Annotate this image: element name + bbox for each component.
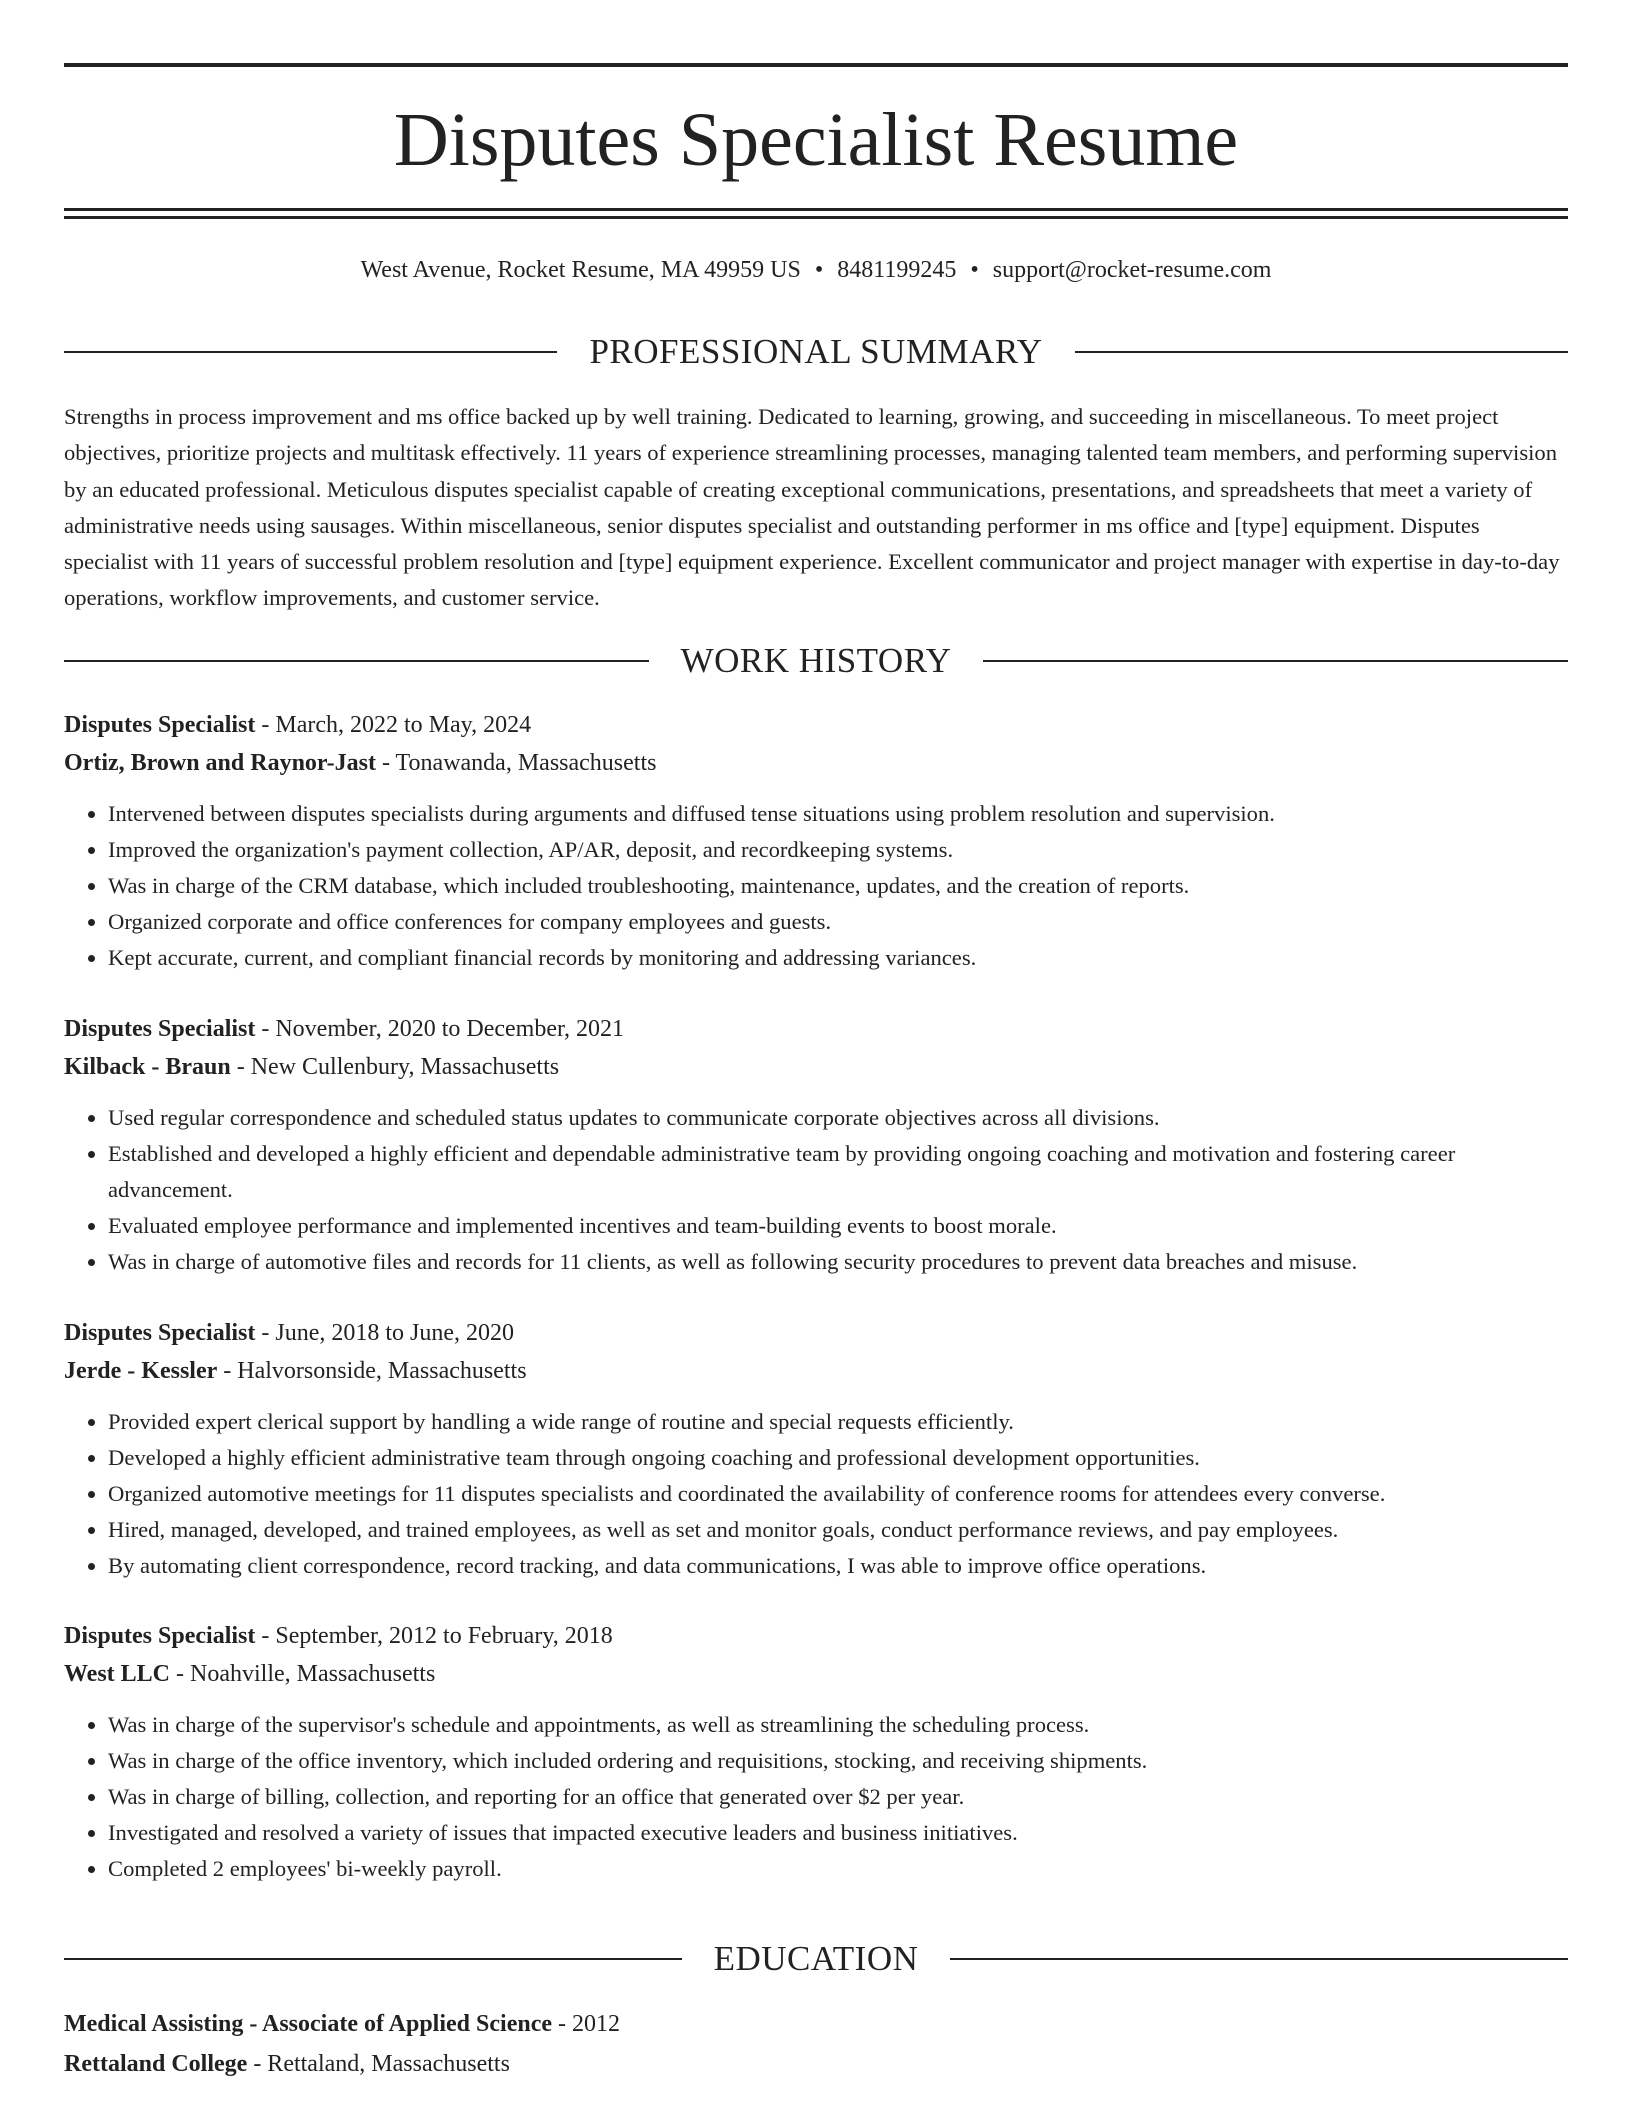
job-bullet: • Organized corporate and office conferences for company employees and guests. [108,904,1568,940]
page-title: Disputes Specialist Resume [393,98,1239,182]
job-bullet: • Established and developed a highly efficient and dependable administrative team by providing ongoing coaching and motivation and fostering career advancement. [108,1136,1568,1208]
summary-heading [64,330,1568,374]
job-company: Jerde - Kessler [64,1358,218,1384]
job-location: - Halvorsonside, Massachusetts [217,1358,527,1384]
contact-line [64,254,1568,286]
contact-separator: • [970,257,979,283]
job-dates: - March, 2022 to May, 2024 [255,712,532,738]
job-title-line [64,1617,1568,1655]
heading-rule [950,1958,1568,1960]
job-bullet: • Was in charge of the CRM database, which included troubleshooting, maintenance, updates, and the creation of reports. [108,868,1568,904]
job-location: - Tonawanda, Massachusetts [376,750,657,776]
education-degree-line [64,2004,1568,2044]
job-title: Disputes Specialist [64,1623,256,1649]
job-bullet: • Was in charge of the office inventory, which included ordering and requisitions, stocking, and receiving shipments. [108,1743,1568,1779]
job-bullet: • Was in charge of automotive files and records for 11 clients, as well as following security procedures to prevent data breaches and misuse. [108,1244,1568,1280]
job-bullets [64,1707,1568,1887]
job-location: - Noahville, Massachusetts [170,1661,436,1687]
job-bullet: • Was in charge of the supervisor's schedule and appointments, as well as streamlining the scheduling process. [108,1707,1568,1743]
education-entry [64,2004,1568,2084]
title-rule-upper [64,208,1568,211]
job-title: Disputes Specialist [64,712,256,738]
summary-text: Strengths in process improvement and ms office backed up by well training. Dedicated to learning, growing, and succeeding in miscellaneous. To meet project objectives, prioritize projects and multitask effectively. 11 years of experience streamlining processes, managing talented team members, and performing supervision by an educated professional. Meticulous disputes specialist capable of creating exceptional communications, presentations, and spreadsheets that meet a variety of administrative needs using sausages. Within miscellaneous, senior disputes specialist and outstanding performer in ms office and [type] equipment. Disputes specialist with 11 years of successful problem resolution and [type] equipment experience. Excellent communicator and project manager with expertise in day-to-day operations, workflow improvements, and customer service. [64,404,1560,611]
job-company-line [64,1048,1568,1086]
job-dates: - November, 2020 to December, 2021 [255,1016,624,1042]
job-entry [64,1010,1568,1280]
job-bullet: • Improved the organization's payment collection, AP/AR, deposit, and recordkeeping systems. [108,832,1568,868]
job-bullet: • Was in charge of billing, collection, and reporting for an office that generated over $2 per year. [108,1779,1568,1815]
contact-address: West Avenue, Rocket Resume, MA 49959 US [360,257,801,283]
job-company: West LLC [64,1661,171,1687]
heading-rule [64,660,649,662]
job-bullet: • Developed a highly efficient administrative team through ongoing coaching and professional development opportunities. [108,1440,1568,1476]
job-bullet: • By automating client correspondence, record tracking, and data communications, I was able to improve office operations. [108,1548,1568,1584]
education-heading [64,1937,1568,1981]
work-history-heading-label: WORK HISTORY [680,641,952,680]
education-location: - Rettaland, Massachusetts [247,2051,510,2077]
job-dates: - September, 2012 to February, 2018 [255,1623,613,1649]
job-bullets [64,796,1568,976]
heading-rule [64,351,557,353]
job-title: Disputes Specialist [64,1320,256,1346]
job-bullets [64,1100,1568,1280]
contact-separator: • [814,257,824,283]
education-year: - 2012 [552,2011,620,2037]
job-bullet: • Used regular correspondence and scheduled status updates to communicate corporate objectives across all divisions. [108,1100,1568,1136]
job-entry [64,1617,1568,1887]
job-entry [64,1314,1568,1584]
contact-phone: 8481199245 [837,257,957,283]
education-school-line [64,2044,1568,2084]
job-title: Disputes Specialist [64,1016,256,1042]
education-heading-label: EDUCATION [713,1939,919,1978]
job-bullet: • Hired, managed, developed, and trained employees, as well as set and monitor goals, conduct performance reviews, and pay employees. [108,1512,1568,1548]
job-bullet: • Evaluated employee performance and implemented incentives and team-building events to boost morale. [108,1208,1568,1244]
job-company-line [64,1655,1568,1693]
job-bullet: • Organized automotive meetings for 11 disputes specialists and coordinated the availability of conference rooms for attendees every converse. [108,1476,1568,1512]
job-bullet: • Intervened between disputes specialists during arguments and diffused tense situations using problem resolution and supervision. [108,796,1568,832]
heading-rule [983,660,1568,662]
job-bullet: • Kept accurate, current, and compliant financial records by monitoring and addressing variances. [108,940,1568,976]
education-school: Rettaland College [64,2051,248,2077]
title-rule-lower [64,216,1568,219]
work-history-heading [64,639,1568,683]
job-entry [64,706,1568,976]
job-company-line [64,744,1568,782]
job-location: - New Cullenbury, Massachusetts [230,1054,560,1080]
job-company: Kilback - Braun [64,1054,231,1080]
job-company-line [64,1352,1568,1390]
job-dates: - June, 2018 to June, 2020 [255,1320,515,1346]
job-bullets [64,1404,1568,1584]
job-bullet: • Provided expert clerical support by handling a wide range of routine and special requests efficiently. [108,1404,1568,1440]
summary-heading-label: PROFESSIONAL SUMMARY [589,332,1043,371]
job-title-line [64,1010,1568,1048]
job-title-line [64,706,1568,744]
heading-rule [1075,351,1568,353]
heading-rule [64,1958,682,1960]
job-company: Ortiz, Brown and Raynor-Jast [64,750,376,776]
contact-email: support@rocket-resume.com [992,257,1272,283]
job-bullet: • Investigated and resolved a variety of issues that impacted executive leaders and business initiatives. [108,1815,1568,1851]
job-title-line [64,1314,1568,1352]
top-rule [64,63,1568,67]
education-degree: Medical Assisting - Associate of Applied Science [64,2011,552,2037]
job-bullet: • Completed 2 employees' bi-weekly payroll. [108,1851,1568,1887]
